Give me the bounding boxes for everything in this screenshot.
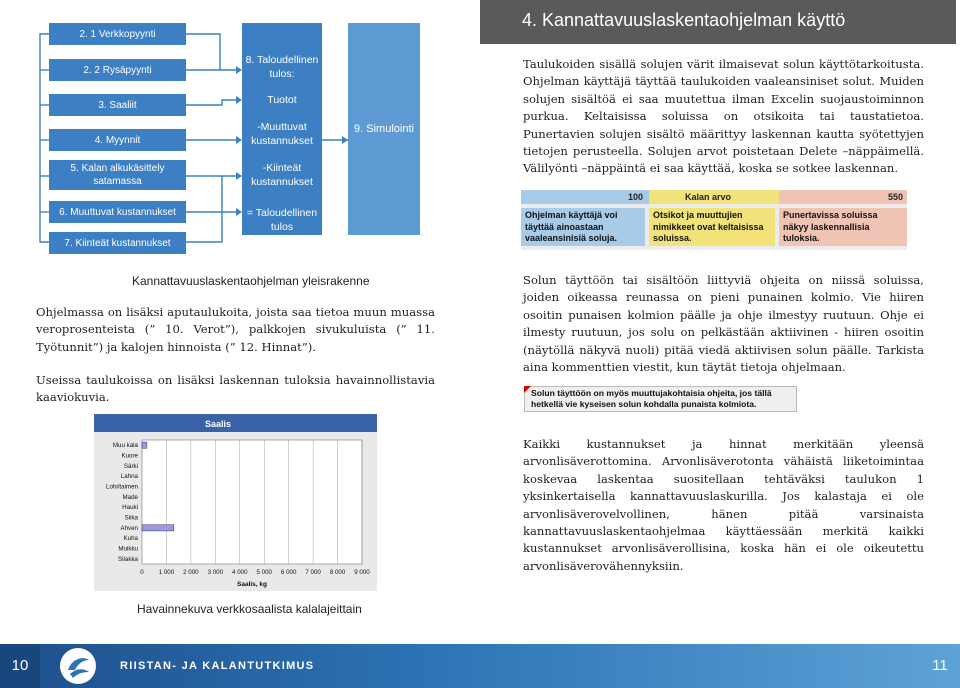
y-category-label: Made: [122, 493, 138, 501]
catch-chart: [94, 414, 377, 591]
brand-name: RIISTAN- JA KALANTUTKIMUS: [120, 660, 315, 672]
value-cell-right: 550: [779, 190, 907, 204]
fish-logo-icon: [60, 648, 96, 684]
results-income: Tuotot: [267, 94, 297, 106]
chart-title-band: [94, 414, 377, 432]
bar-muu-kala: [142, 442, 147, 448]
bar-ahven: [142, 525, 174, 531]
y-category-label: Siika: [124, 514, 138, 522]
intro-paragraph: Taulukoiden sisällä solujen värit ilmaisevat solun käyttötarkoitusta. Ohjelman käyttäjä täyttää taulukoiden vaaleansiniset solut. Muiden solujen sisältöä ei saa muutettua ilman Excelin suojaustoiminnon purkua. Keltaisissa soluissa on otsikoita tai taustatietoa. Punertavien solujen sisältö määrittyy laskennan kautta syötettyjen tietojen perusteella. Solujen arvot poistetaan Delete –näppäimellä. Välilyönti –näppäintä ei saa käyttää, koska se sotkee laskennan.: [523, 57, 924, 176]
help-paragraph: Solun täyttöön tai sisältöön liittyviä ohjeita on niissä soluissa, joiden oikeassa reunassa on pieni punainen kolmio. Vie hiiren osoitin punaisen kolmion päälle ja ohje ilmestyy ruutuun. Ohje ei ilmesty ruutuun, jos solu on pelkästään aktiivinen - hiiren osoitin (näytöllä näkyvä nuoli) pitää viedä aktiivisen solun päälle. Tarkista aina kommenttien viestit, kun täytät tietoja ohjelmaan.: [523, 273, 924, 375]
y-category-label: Ahven: [120, 524, 138, 532]
results-title: 8. Taloudellinen tulos:: [245, 54, 319, 80]
diagram-box-net-fishing: 2. 1 Verkkopyynti: [49, 23, 186, 45]
page-number-left: 10: [0, 644, 40, 688]
page-number-right: 11: [932, 657, 948, 674]
y-category-label: Muikku: [118, 545, 138, 553]
auxiliary-tables-paragraph: Ohjelmassa on lisäksi aputaulukoita, joista saa tietoa muun muassa veroprosenteista (” 10. Verot”), palkkojen sivukuluista (” 11. Työtunnit”) ja kalojen hinnoista (” 12. Hinnat”).: [36, 305, 435, 354]
x-tick-label: 8 000: [329, 569, 346, 576]
results-net-result: = Taloudellinen tulos: [246, 207, 318, 233]
catch-bar-chart: [94, 414, 377, 591]
y-category-label: Hauki: [122, 504, 138, 512]
page-footer: [0, 644, 960, 688]
x-tick-label: 2 000: [183, 569, 199, 576]
diagram-box-simulation: 9. Simulointi: [348, 23, 420, 235]
diagram-results-column: [242, 23, 322, 235]
x-tick-label: 9 000: [354, 569, 370, 576]
y-category-label: Silakka: [118, 555, 138, 563]
chapter-heading: 4. Kannattavuuslaskentaohjelman käyttö: [480, 0, 956, 44]
cell-comment-example: Solun täyttöön on myös muuttujakohtaisia ohjeita, jos tällä hetkellä vie kyseisen solun kohdalla punaista kolmiota.: [524, 386, 797, 412]
x-tick-label: 0: [140, 569, 144, 576]
diagram-box-trap-fishing: 2. 2 Rysäpyynti: [49, 59, 186, 81]
diagram-box-processing: 5. Kalan alkukäsittely satamassa: [49, 160, 186, 190]
x-tick-label: 3 000: [207, 569, 224, 576]
y-category-label: Kuha: [123, 535, 138, 543]
cell-color-example: [521, 190, 907, 250]
x-tick-label: 5 000: [256, 569, 272, 576]
charts-paragraph: Useissa taulukoissa on lisäksi laskennan tuloksia havainnollistavia kaaviokuvia.: [36, 373, 435, 405]
plot-area: [142, 440, 362, 564]
red-cell-explanation: Punertavissa soluissa näkyy laskennallisia tuloksia.: [779, 208, 907, 246]
y-category-label: Lohi/taimen: [106, 483, 138, 491]
y-category-label: Muu kala: [112, 442, 138, 450]
program-structure-diagram: [0, 0, 480, 260]
x-tick-label: 1 000: [158, 569, 175, 576]
results-fixed-costs: -Kiinteät kustannukset: [251, 162, 313, 188]
results-variable-costs: -Muuttuvat kustannukset: [251, 121, 313, 147]
yellow-cell-explanation: Otsikot ja muuttujien nimikkeet ovat keltaisissa soluissa.: [649, 208, 775, 246]
chart-title: Saalis: [204, 419, 232, 429]
x-axis-label: Saalis, kg: [237, 581, 267, 588]
x-tick-label: 6 000: [280, 569, 297, 576]
y-category-label: Kuore: [121, 452, 138, 460]
diagram-box-sales: 4. Myynnit: [49, 129, 186, 151]
diagram-box-variable-costs: 6. Muuttuvat kustannukset: [49, 201, 186, 223]
diagram-caption: Kannattavuuslaskentaohjelman yleisrakenne: [132, 274, 370, 288]
value-label-cell: Kalan arvo: [649, 190, 779, 204]
y-category-label: Lahna: [120, 473, 138, 481]
vat-paragraph: Kaikki kustannukset ja hinnat merkitään yleensä arvonlisäverottomina. Arvonlisäverotonta vähäistä liiketoimintaa koskevaa laskentaa suositellaan tehtäväksi taulukon 1 yksinkertaisella kannattavuuslaskurilla. Jos kalastaja ei ole arvonlisäverovelvollinen, hänen pitää varsinaista kannattavuuslaskentaohjelmaa käyttäessään merkitä kaikki kustannukset arvonlisäverollisina, koska hän ei ole oikeutettu arvonlisäverovähennyksiin.: [523, 437, 924, 573]
diagram-box-fixed-costs: 7. Kiinteät kustannukset: [49, 232, 186, 254]
x-tick-label: 7 000: [305, 569, 321, 576]
x-tick-label: 4 000: [232, 569, 248, 576]
y-category-label: Särki: [123, 462, 138, 470]
diagram-box-catches: 3. Saaliit: [49, 94, 186, 116]
blue-cell-explanation: Ohjelman käyttäjä voi täyttää ainoastaan vaaleansinisiä soluja.: [521, 208, 645, 246]
value-cell-left: 100: [521, 190, 649, 204]
chart-caption: Havainnekuva verkkosaalista kalalajeittain: [137, 602, 362, 616]
